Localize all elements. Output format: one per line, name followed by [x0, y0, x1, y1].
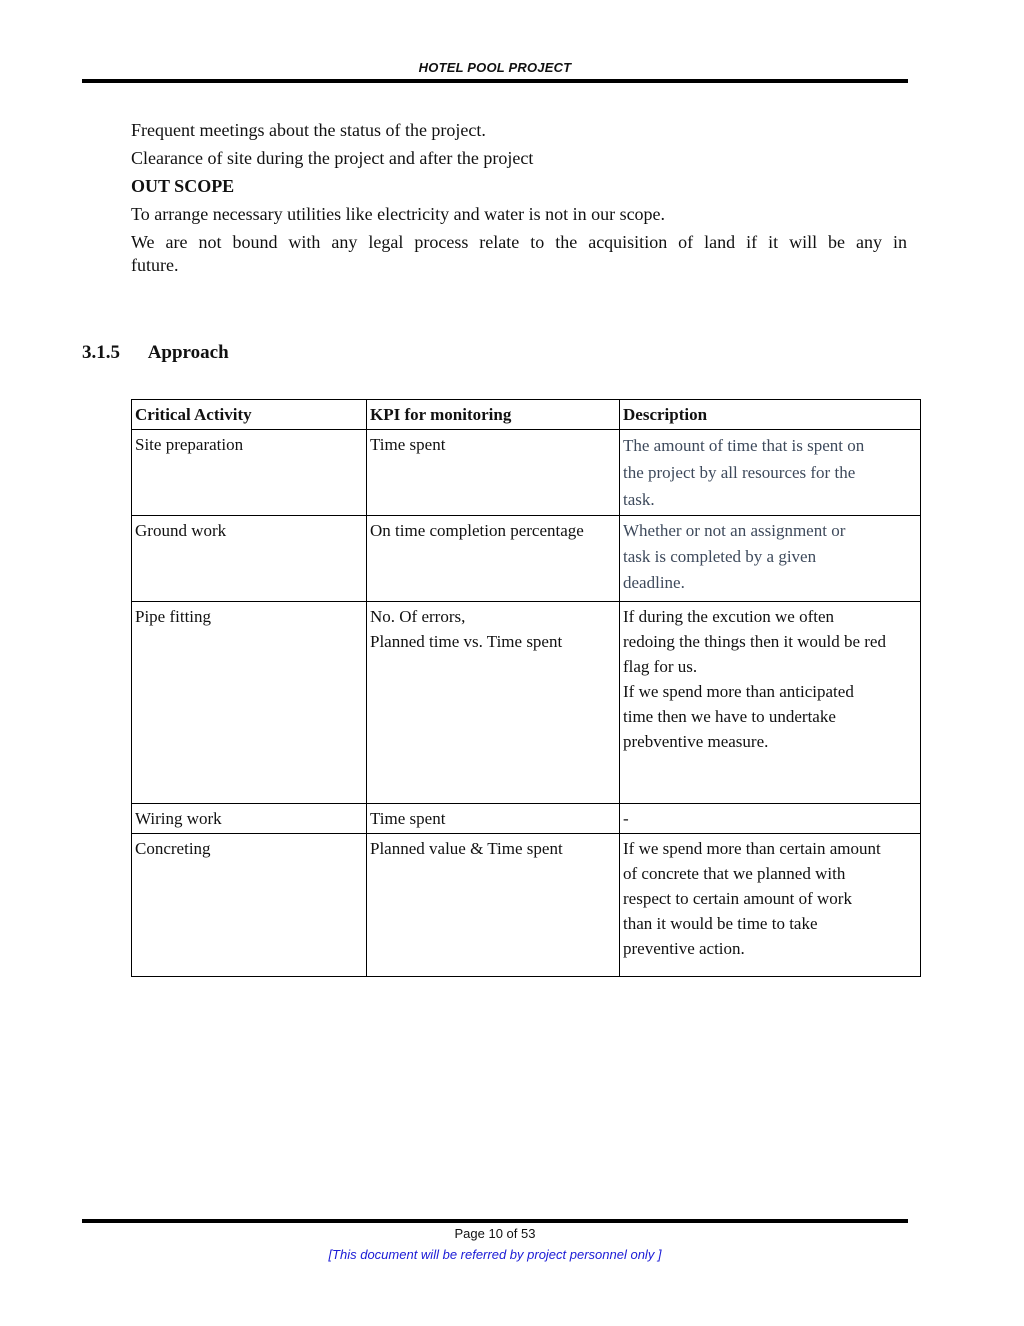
description-line: the project by all resources for the: [623, 463, 856, 482]
description-line: If we spend more than certain amount: [623, 839, 881, 858]
section-number: 3.1.5: [82, 342, 120, 363]
activity-cell: Ground work: [132, 516, 367, 602]
footer-rule: [82, 1219, 908, 1223]
description-line: The amount of time that is spent on: [623, 436, 865, 455]
kpi-line: Time spent: [370, 809, 446, 828]
out-scope-line-future: future.: [131, 255, 179, 275]
description-line: -: [623, 809, 629, 828]
description-cell: [620, 602, 921, 804]
description-line: If we spend more than anticipated: [623, 682, 854, 701]
description-line: If during the excution we often: [623, 607, 835, 626]
kpi-cell: [367, 834, 620, 977]
kpi-cell: [367, 804, 620, 834]
kpi-cell: [367, 430, 620, 516]
description-line: task.: [623, 490, 655, 509]
description-line: respect to certain amount of work: [623, 889, 852, 908]
table-row: [132, 834, 921, 977]
description-line: redoing the things then it would be red: [623, 632, 886, 651]
approach-table: [131, 399, 921, 977]
description-line: preventive action.: [623, 939, 745, 958]
page-number: Page 10 of 53: [454, 1226, 536, 1241]
kpi-cell: [367, 602, 620, 804]
description-cell: [620, 430, 921, 516]
table-row: [132, 602, 921, 804]
out-scope-heading: OUT SCOPE: [131, 176, 235, 196]
scope-text-block: [131, 118, 907, 276]
table-row: [132, 804, 921, 834]
kpi-cell: [367, 516, 620, 602]
table-row: [132, 430, 921, 516]
section-title: Approach: [147, 342, 229, 363]
description-line: task is completed by a given: [623, 547, 817, 566]
scope-line-clearance: Clearance of site during the project and after the project: [131, 148, 534, 168]
description-line: Whether or not an assignment or: [623, 521, 846, 540]
description-cell: [620, 834, 921, 977]
scope-line-meetings: Frequent meetings about the status of the project.: [131, 120, 486, 140]
column-header-kpi: KPI for monitoring: [367, 400, 620, 430]
kpi-line: On time completion percentage: [370, 521, 584, 540]
column-header-description: Description: [620, 400, 921, 430]
kpi-line: Planned time vs. Time spent: [370, 632, 563, 651]
description-line: than it would be time to take: [623, 914, 818, 933]
description-line: of concrete that we planned with: [623, 864, 846, 883]
activity-cell: Concreting: [132, 834, 367, 977]
header-rule: [82, 79, 908, 83]
out-scope-line-legal: We are not bound with any legal process relate to the acquisition of land if it will be any in: [131, 232, 907, 252]
footer-note: [This document will be referred by project personnel only ]: [328, 1247, 662, 1262]
activity-cell: Pipe fitting: [132, 602, 367, 804]
description-line: prebventive measure.: [623, 732, 769, 751]
activity-cell: Wiring work: [132, 804, 367, 834]
description-line: time then we have to undertake: [623, 707, 836, 726]
kpi-line: Planned value & Time spent: [370, 839, 563, 858]
description-cell: [620, 804, 921, 834]
description-line: deadline.: [623, 573, 685, 592]
kpi-line: No. Of errors,: [370, 607, 466, 626]
description-line: flag for us.: [623, 657, 698, 676]
column-header-activity: Critical Activity: [132, 400, 367, 430]
kpi-line: Time spent: [370, 435, 446, 454]
activity-cell: Site preparation: [132, 430, 367, 516]
table-row: [132, 516, 921, 602]
document-header-title: HOTEL POOL PROJECT: [418, 60, 572, 75]
section-heading: [82, 342, 229, 364]
out-scope-line-utilities: To arrange necessary utilities like electricity and water is not in our scope.: [131, 204, 666, 224]
table-header-row: [132, 400, 921, 430]
description-cell: [620, 516, 921, 602]
